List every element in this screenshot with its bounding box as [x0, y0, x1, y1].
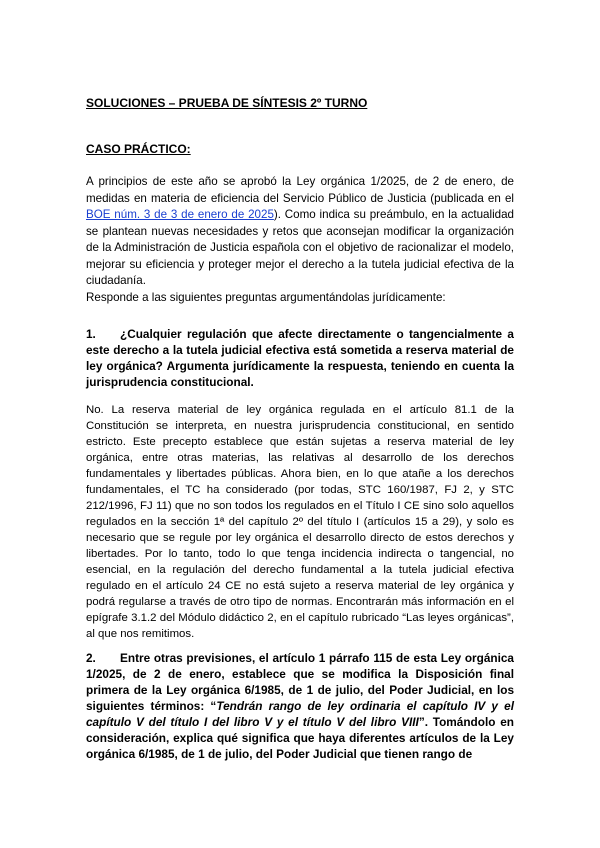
question-2-text-before: Entre otras previsiones, el artículo 1 párrafo 115 de esta Ley orgánica 1/2025, de 2 de enero, establece que se modifica la Disposición final primera de la Ley orgánica 6/1985, de 1 de julio, del Poder Judicial, en los siguientes términos: “	[86, 651, 514, 713]
question-2-quote: Tendrán rango de ley ordinaria el capítulo IV y el capítulo V del título I del libro V y el título V del libro VIII	[86, 699, 514, 729]
intro-text-after: ). Como indica su preámbulo, en la actualidad se plantean nuevas necesidades y retos que aconsejan modificar la organización de la Administración de Justicia española con el objetivo de racionalizar el modelo, mejorar su eficiencia y proteger mejor el derecho a la tutela judicial efectiva de la ciudadanía.	[86, 208, 514, 287]
intro-text-before: A principios de este año se aprobó la Ley orgánica 1/2025, de 2 de enero, de medidas en materia de eficiencia del Servicio Público de Justicia (publicada en el	[86, 175, 514, 205]
case-heading: CASO PRÁCTICO:	[86, 142, 191, 156]
question-2-text-after: ”. Tomándolo en consideración, explica qué significa que haya diferentes artículos de la Ley orgánica 6/1985, de 1 de julio, del Poder Judicial que tienen rango de	[86, 715, 514, 761]
boe-link[interactable]: BOE núm. 3 de 3 de enero de 2025	[86, 208, 274, 221]
question-1-text: ¿Cualquier regulación que afecte directamente o tangencialmente a este derecho a la tutela judicial efectiva está sometida a reserva material de ley orgánica? Argumenta jurídicamente la respuesta, teniendo en cuenta la jurisprudencia constitucional.	[86, 327, 514, 389]
question-2-number: 2.	[86, 651, 96, 665]
question-1	[86, 326, 514, 390]
instruction-text: Responde a las siguientes preguntas argumentándolas jurídicamente:	[86, 291, 446, 304]
question-2	[86, 650, 514, 762]
intro-paragraph	[86, 174, 514, 290]
document-title: SOLUCIONES – PRUEBA DE SÍNTESIS 2º TURNO	[86, 96, 368, 110]
answer-1: No. La reserva material de ley orgánica regulada en el artículo 81.1 de la Constitución se interpreta, en nuestra jurisprudencia constitucional, en sentido estricto. Este precepto establece que están sujetas a reserva material de ley orgánica, entre otras materias, las relativas al desarrollo de los derechos fundamentales y libertades públicas. Ahora bien, en lo que atañe a los derechos fundamentales, el TC ha considerado (por todas, STC 160/1987, FJ 2, y STC 212/1996, FJ 11) que no son todos los regulados en el Título I CE sino solo aquellos regulados en la sección 1ª del capítulo 2º del título I (artículos 15 a 29), y solo es necesario que se regule por ley orgánica el desarrollo directo de estos derechos y libertades. Por lo tanto, todo lo que tenga incidencia indirecta o tangencial, no esencial, en la regulación del derecho fundamental a la tutela judicial efectiva regulado en el artículo 24 CE no está sujeto a reserva material de ley orgánica y podrá regularse a través de otro tipo de normas. Encontrarán más información en el epígrafe 3.1.2 del Módulo didáctico 2, en el capítulo rubricado “Las leyes orgánicas”, al que nos remitimos.	[86, 404, 514, 640]
question-1-number: 1.	[86, 327, 96, 341]
